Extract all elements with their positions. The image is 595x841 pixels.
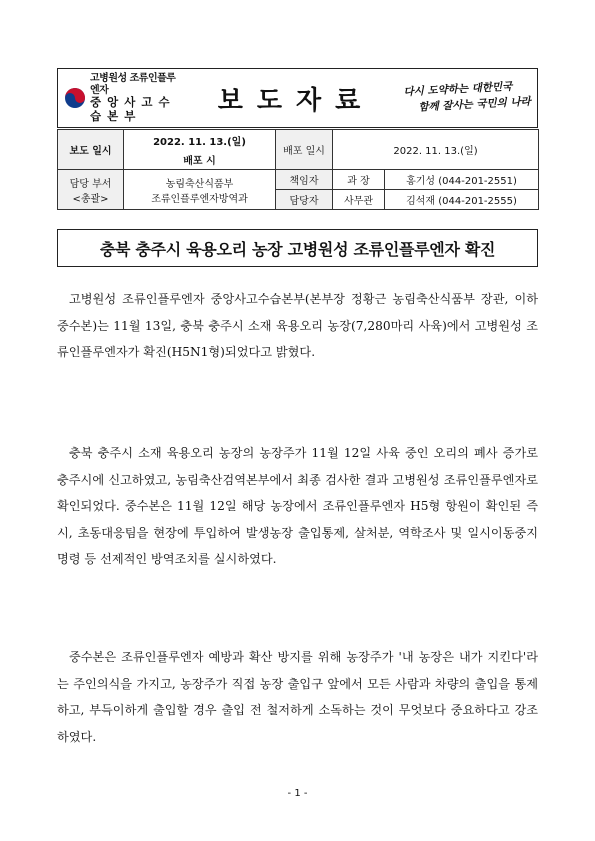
headline: 충북 충주시 육용오리 농장 고병원성 조류인플루엔자 확진 [57, 229, 538, 267]
chief-contact: 홍기성 (044-201-2551) [385, 170, 539, 190]
staff-label: 담당자 [276, 190, 333, 210]
page-number: - 1 - [287, 788, 308, 799]
paragraph-1: 고병원성 조류인플루엔자 중앙사고수습본부(본부장 정황근 농림축산식품부 장관, 이하 중수본)는 11월 13일, 충북 충주시 소재 육용오리 농장(7,280마리 사육)에서 고병원성 조류인플루엔자가 확진(H5N1형)되었다고 밝혔다. [57, 292, 538, 359]
chief-title: 과 장 [333, 170, 385, 190]
release-date [124, 130, 276, 170]
paragraph-2: 충북 충주시 소재 육용오리 농장의 농장주가 11월 12일 사육 중인 오리의 폐사 증가로 충주시에 신고하였고, 농림축산검역본부에서 최종 검사한 결과 고병원성 조류인플루엔자로 확인되었다. 중수본은 11월 12일 해당 농장에서 조류인플루엔자 H5형 항원이 확인된 즉시, 초동대응팀을 현장에 투입하여 발생농장 출입통제, 살처분, 역학조사 및 일시이동중지 명령 등 선제적인 방역조치를 실시하였다. [57, 446, 538, 566]
org-logo [58, 69, 184, 127]
org-name-line1: 고병원성 조류인플루엔자 [90, 73, 176, 96]
distribute-label: 배포 일시 [276, 130, 333, 170]
dept-name [124, 170, 276, 210]
chief-label: 책임자 [276, 170, 333, 190]
dept-label-line2: <총괄> [72, 193, 109, 205]
release-time-value: 배포 시 [183, 155, 216, 167]
dept-name-line1: 농림축산식품부 [165, 178, 234, 190]
paragraph-3: 중수본은 조류인플루엔자 예방과 확산 방지를 위해 농장주가 '내 농장은 내가 지킨다'라는 주인의식을 가지고, 농장주가 직접 농장 출입구 앞에서 모든 사람과 차량의 출입을 통제하고, 부득이하게 출입할 경우 출입 전 철저하게 소독하는 것이 무엇보다 중요하다고 강조하였다. [57, 650, 538, 744]
release-date-value: 2022. 11. 13.(일) [153, 136, 246, 148]
distribute-date: 2022. 11. 13.(일) [333, 130, 539, 170]
dept-label-line1: 담당 부서 [69, 178, 112, 190]
release-info-table [57, 129, 539, 210]
slogan-line2: 함께 잘사는 국민의 나라 [418, 95, 531, 114]
staff-contact: 김석재 (044-201-2555) [385, 190, 539, 210]
slogan-line1: 다시 도약하는 대한민국 [403, 80, 513, 99]
release-label: 보도 일시 [58, 130, 124, 170]
press-release-header [57, 68, 538, 128]
dept-label [58, 170, 124, 210]
staff-title: 사무관 [333, 190, 385, 210]
taegeuk-logo-icon [64, 87, 86, 109]
government-slogan [393, 65, 539, 130]
dept-name-line2: 조류인플루엔자방역과 [151, 193, 248, 205]
org-name-line2: 중 앙 사 고 수 습 본 부 [90, 95, 171, 123]
document-title: 보도자료 [217, 85, 375, 116]
